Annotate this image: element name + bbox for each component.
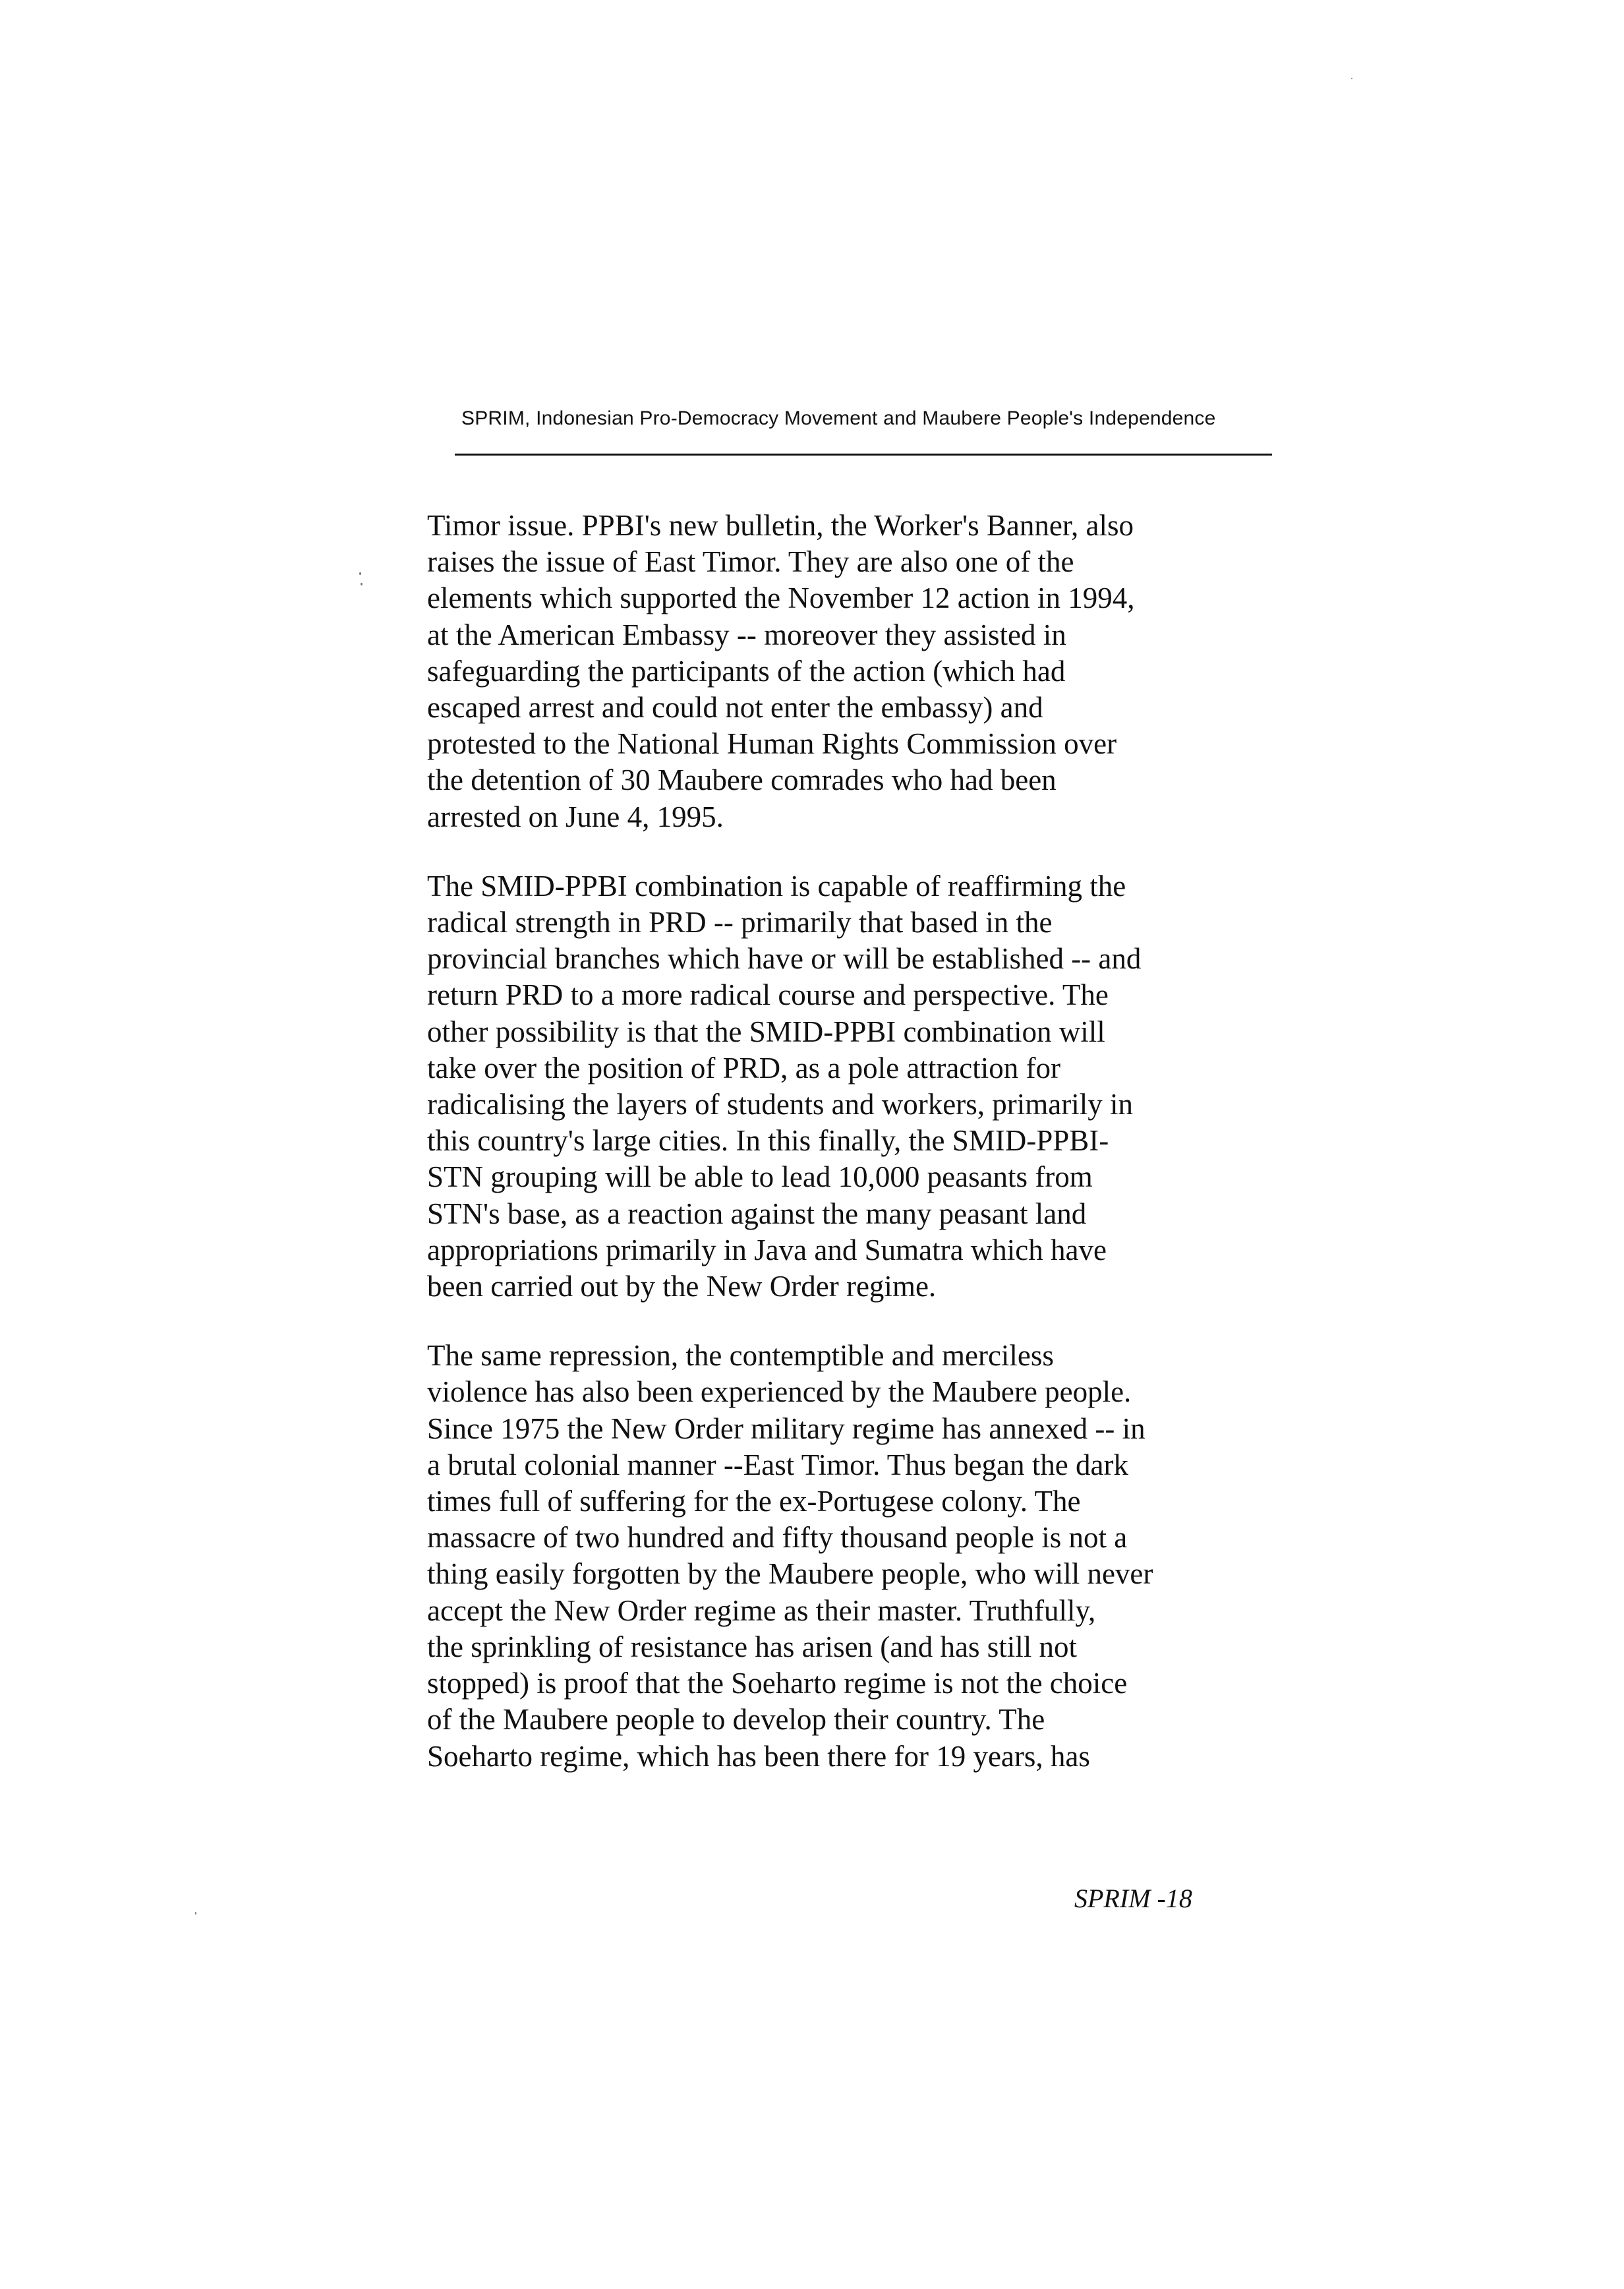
body-text <box>427 508 1272 1775</box>
paragraph-3: The same repression, the contemptible and merciless violence has also been experienced by the Maubere people. Since 1975 the New Order military regime has annexed -- in a brutal colonial manner --East Timor. Thus began the dark times full of suffering for the ex-Portugese colony. The massacre of two hundred and fifty thousand people is not a thing easily forgotten by the Maubere people, who will never accept the New Order regime as their master. Truthfully, the sprinkling of resistance has arisen (and has still not stopped) is proof that the Soeharto regime is not the choice of the Maubere people to develop their country. The Soeharto regime, which has been there for 19 years, has <box>427 1339 1153 1773</box>
scan-speck <box>361 583 362 585</box>
header-rule <box>455 454 1272 456</box>
scan-speck <box>359 572 361 575</box>
page-number: SPRIM -18 <box>1074 1884 1192 1913</box>
scan-speck <box>195 1912 196 1915</box>
paragraph-2: The SMID-PPBI combination is capable of reaffirming the radical strength in PRD -- primarily that based in the provincial branches which have or will be established -- and return PRD to a more radical course and perspective. The other possibility is that the SMID-PPBI combination will take over the position of PRD, as a pole attraction for radicalising the layers of students and workers, primarily in this country's large cities. In this finally, the SMID-PPBI- STN grouping will be able to lead 10,000 peasants from STN's base, as a reaction against the many peasant land appropriations primarily in Java and Sumatra which have been carried out by the New Order regime. <box>427 869 1142 1303</box>
running-header: SPRIM, Indonesian Pro-Democracy Movement and Maubere People's Independence <box>461 407 1216 429</box>
scan-speck <box>1351 78 1352 79</box>
paragraph-1: Timor issue. PPBI's new bulletin, the Worker's Banner, also raises the issue of East Timor. They are also one of the elements which supported the November 12 action in 1994, at the American Embassy -- moreover they assisted in safeguarding the participants of the action (which had escaped arrest and could not enter the embassy) and protested to the National Human Rights Commission over the detention of 30 Maubere comrades who had been arrested on June 4, 1995. <box>427 509 1135 833</box>
